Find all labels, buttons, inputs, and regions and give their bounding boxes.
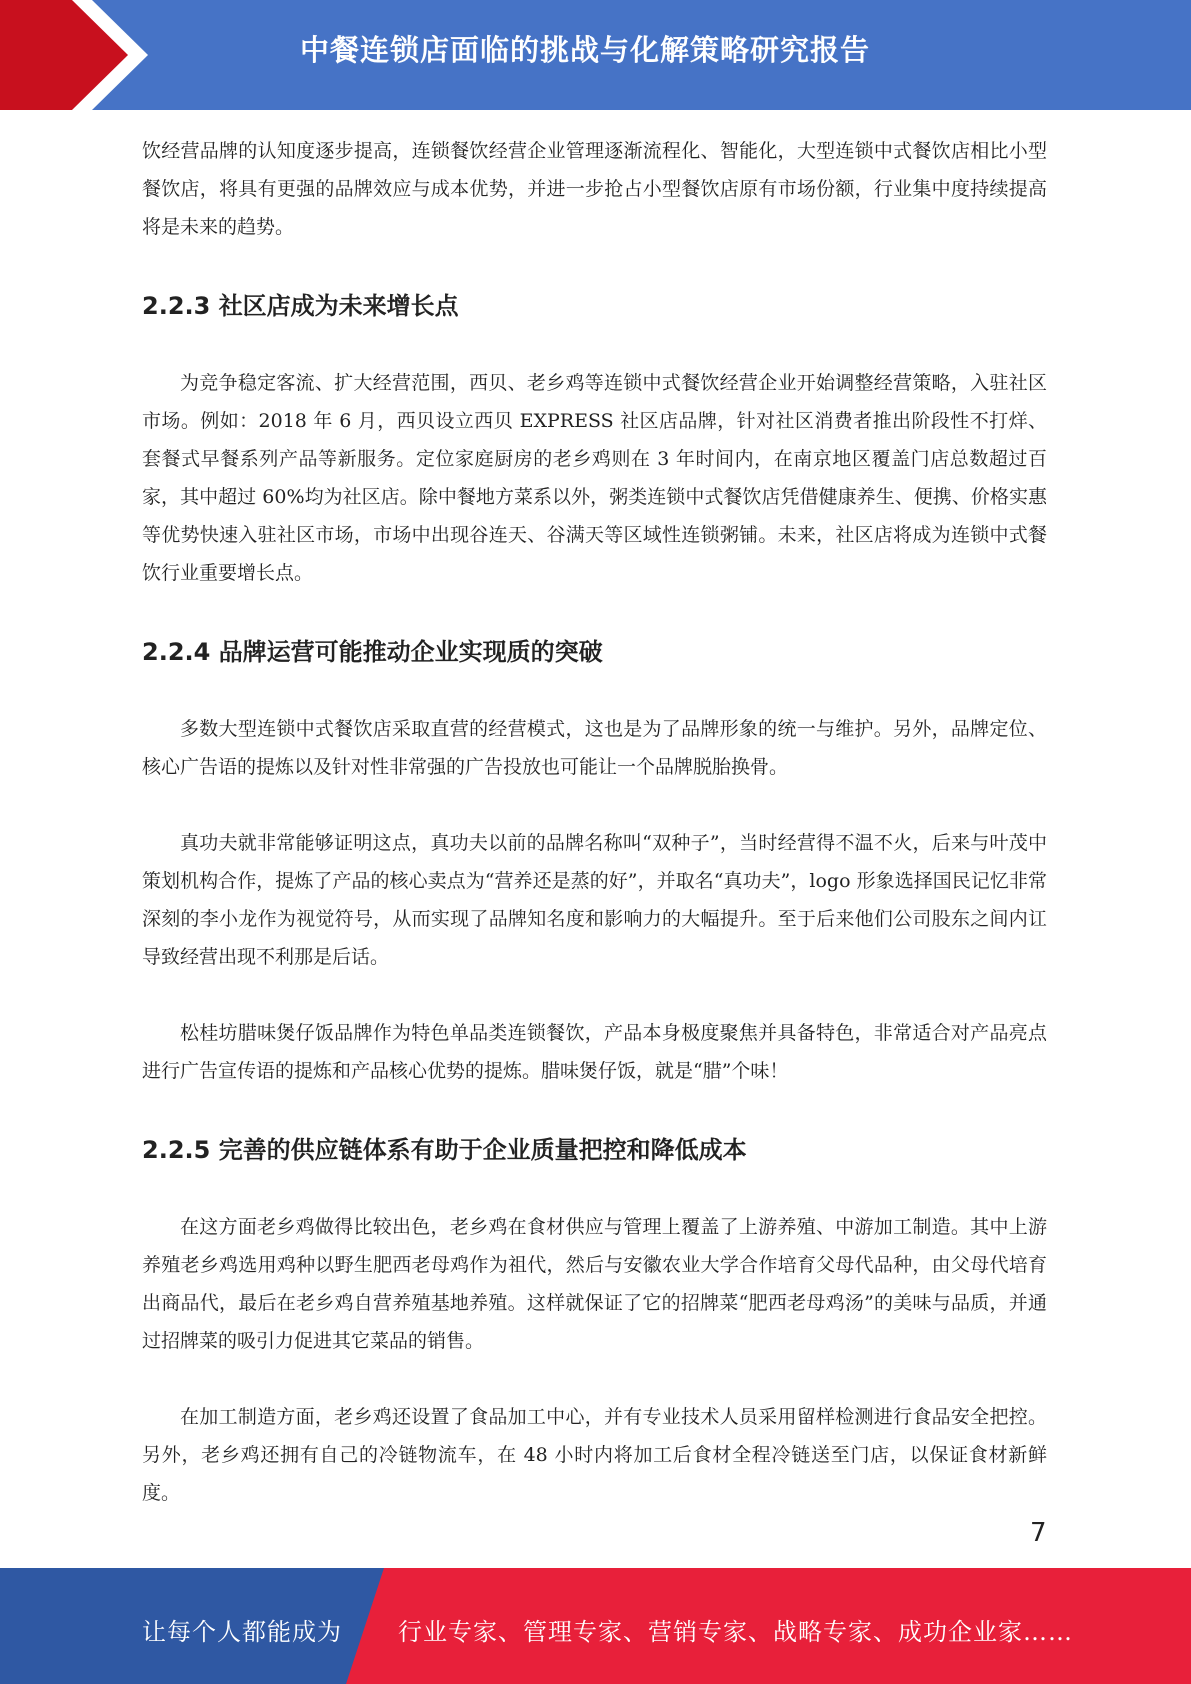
footer-slogan-right: 行业专家、管理专家、营销专家、战略专家、成功企业家…… [398,1618,1073,1646]
section-2-2-4-paragraph-3: 松桂坊腊味煲仔饭品牌作为特色单品类连锁餐饮，产品本身极度聚焦并具备特色，非常适合对产品亮点进行广告宣传语的提炼和产品核心优势的提炼。腊味煲仔饭，就是“腊”个味！ [142,1022,1047,1082]
page-number: 7 [1030,1518,1047,1548]
footer-slogan-left: 让每个人都能成为 [142,1618,342,1646]
section-2-2-4-heading: 2.2.4 品牌运营可能推动企业实现质的突破 [142,638,603,666]
section-2-2-3-paragraph: 为竞争稳定客流、扩大经营范围，西贝、老乡鸡等连锁中式餐饮经营企业开始调整经营策略，入驻社区市场。例如：2018 年 6 月，西贝设立西贝 EXPRESS 社区店品牌，针对社区消费者推出阶段性不打烊、套餐式早餐系列产品等新服务。定位家庭厨房的老乡鸡则在 3 年时间内，在南京地区覆盖门店总数超过百家，其中超过 60%均为社区店。除中餐地方菜系以外，粥类连锁中式餐饮店凭借健康养生、便携、价格实惠等优势快速入驻社区市场，市场中出现谷连天、谷满天等区域性连锁粥铺。未来，社区店将成为连锁中式餐饮行业重要增长点。 [142,372,1047,584]
header-arrow-decoration [0,0,160,110]
intro-paragraph: 饮经营品牌的认知度逐步提高，连锁餐饮经营企业管理逐渐流程化、智能化，大型连锁中式餐饮店相比小型餐饮店，将具有更强的品牌效应与成本优势，并进一步抢占小型餐饮店原有市场份额，行业集中度持续提高将是未来的趋势。 [142,140,1047,238]
report-body [142,132,1047,1512]
page-footer [0,1568,1191,1684]
section-2-2-5-heading: 2.2.5 完善的供应链体系有助于企业质量把控和降低成本 [142,1136,747,1164]
section-2-2-5-paragraph-1: 在这方面老乡鸡做得比较出色，老乡鸡在食材供应与管理上覆盖了上游养殖、中游加工制造。其中上游养殖老乡鸡选用鸡种以野生肥西老母鸡作为祖代，然后与安徽农业大学合作培育父母代品种，由父母代培育出商品代，最后在老乡鸡自营养殖基地养殖。这样就保证了它的招牌菜“肥西老母鸡汤”的美味与品质，并通过招牌菜的吸引力促进其它菜品的销售。 [142,1216,1047,1352]
section-2-2-3-heading: 2.2.3 社区店成为未来增长点 [142,292,459,320]
section-2-2-5-paragraph-2: 在加工制造方面，老乡鸡还设置了食品加工中心，并有专业技术人员采用留样检测进行食品安全把控。另外，老乡鸡还拥有自己的冷链物流车，在 48 小时内将加工后食材全程冷链送至门店，以保证食材新鲜度。 [142,1406,1047,1504]
section-2-2-4-paragraph-2: 真功夫就非常能够证明这点，真功夫以前的品牌名称叫“双种子”，当时经营得不温不火，后来与叶茂中策划机构合作，提炼了产品的核心卖点为“营养还是蒸的好”，并取名“真功夫”，logo 形象选择国民记忆非常深刻的李小龙作为视觉符号，从而实现了品牌知名度和影响力的大幅提升。至于后来他们公司股东之间内讧导致经营出现不利那是后话。 [142,832,1047,968]
header-title: 中餐连锁店面临的挑战与化解策略研究报告 [300,33,871,67]
section-2-2-4-paragraph-1: 多数大型连锁中式餐饮店采取直营的经营模式，这也是为了品牌形象的统一与维护。另外，品牌定位、核心广告语的提炼以及针对性非常强的广告投放也可能让一个品牌脱胎换骨。 [142,718,1047,778]
page-header [0,0,1191,110]
